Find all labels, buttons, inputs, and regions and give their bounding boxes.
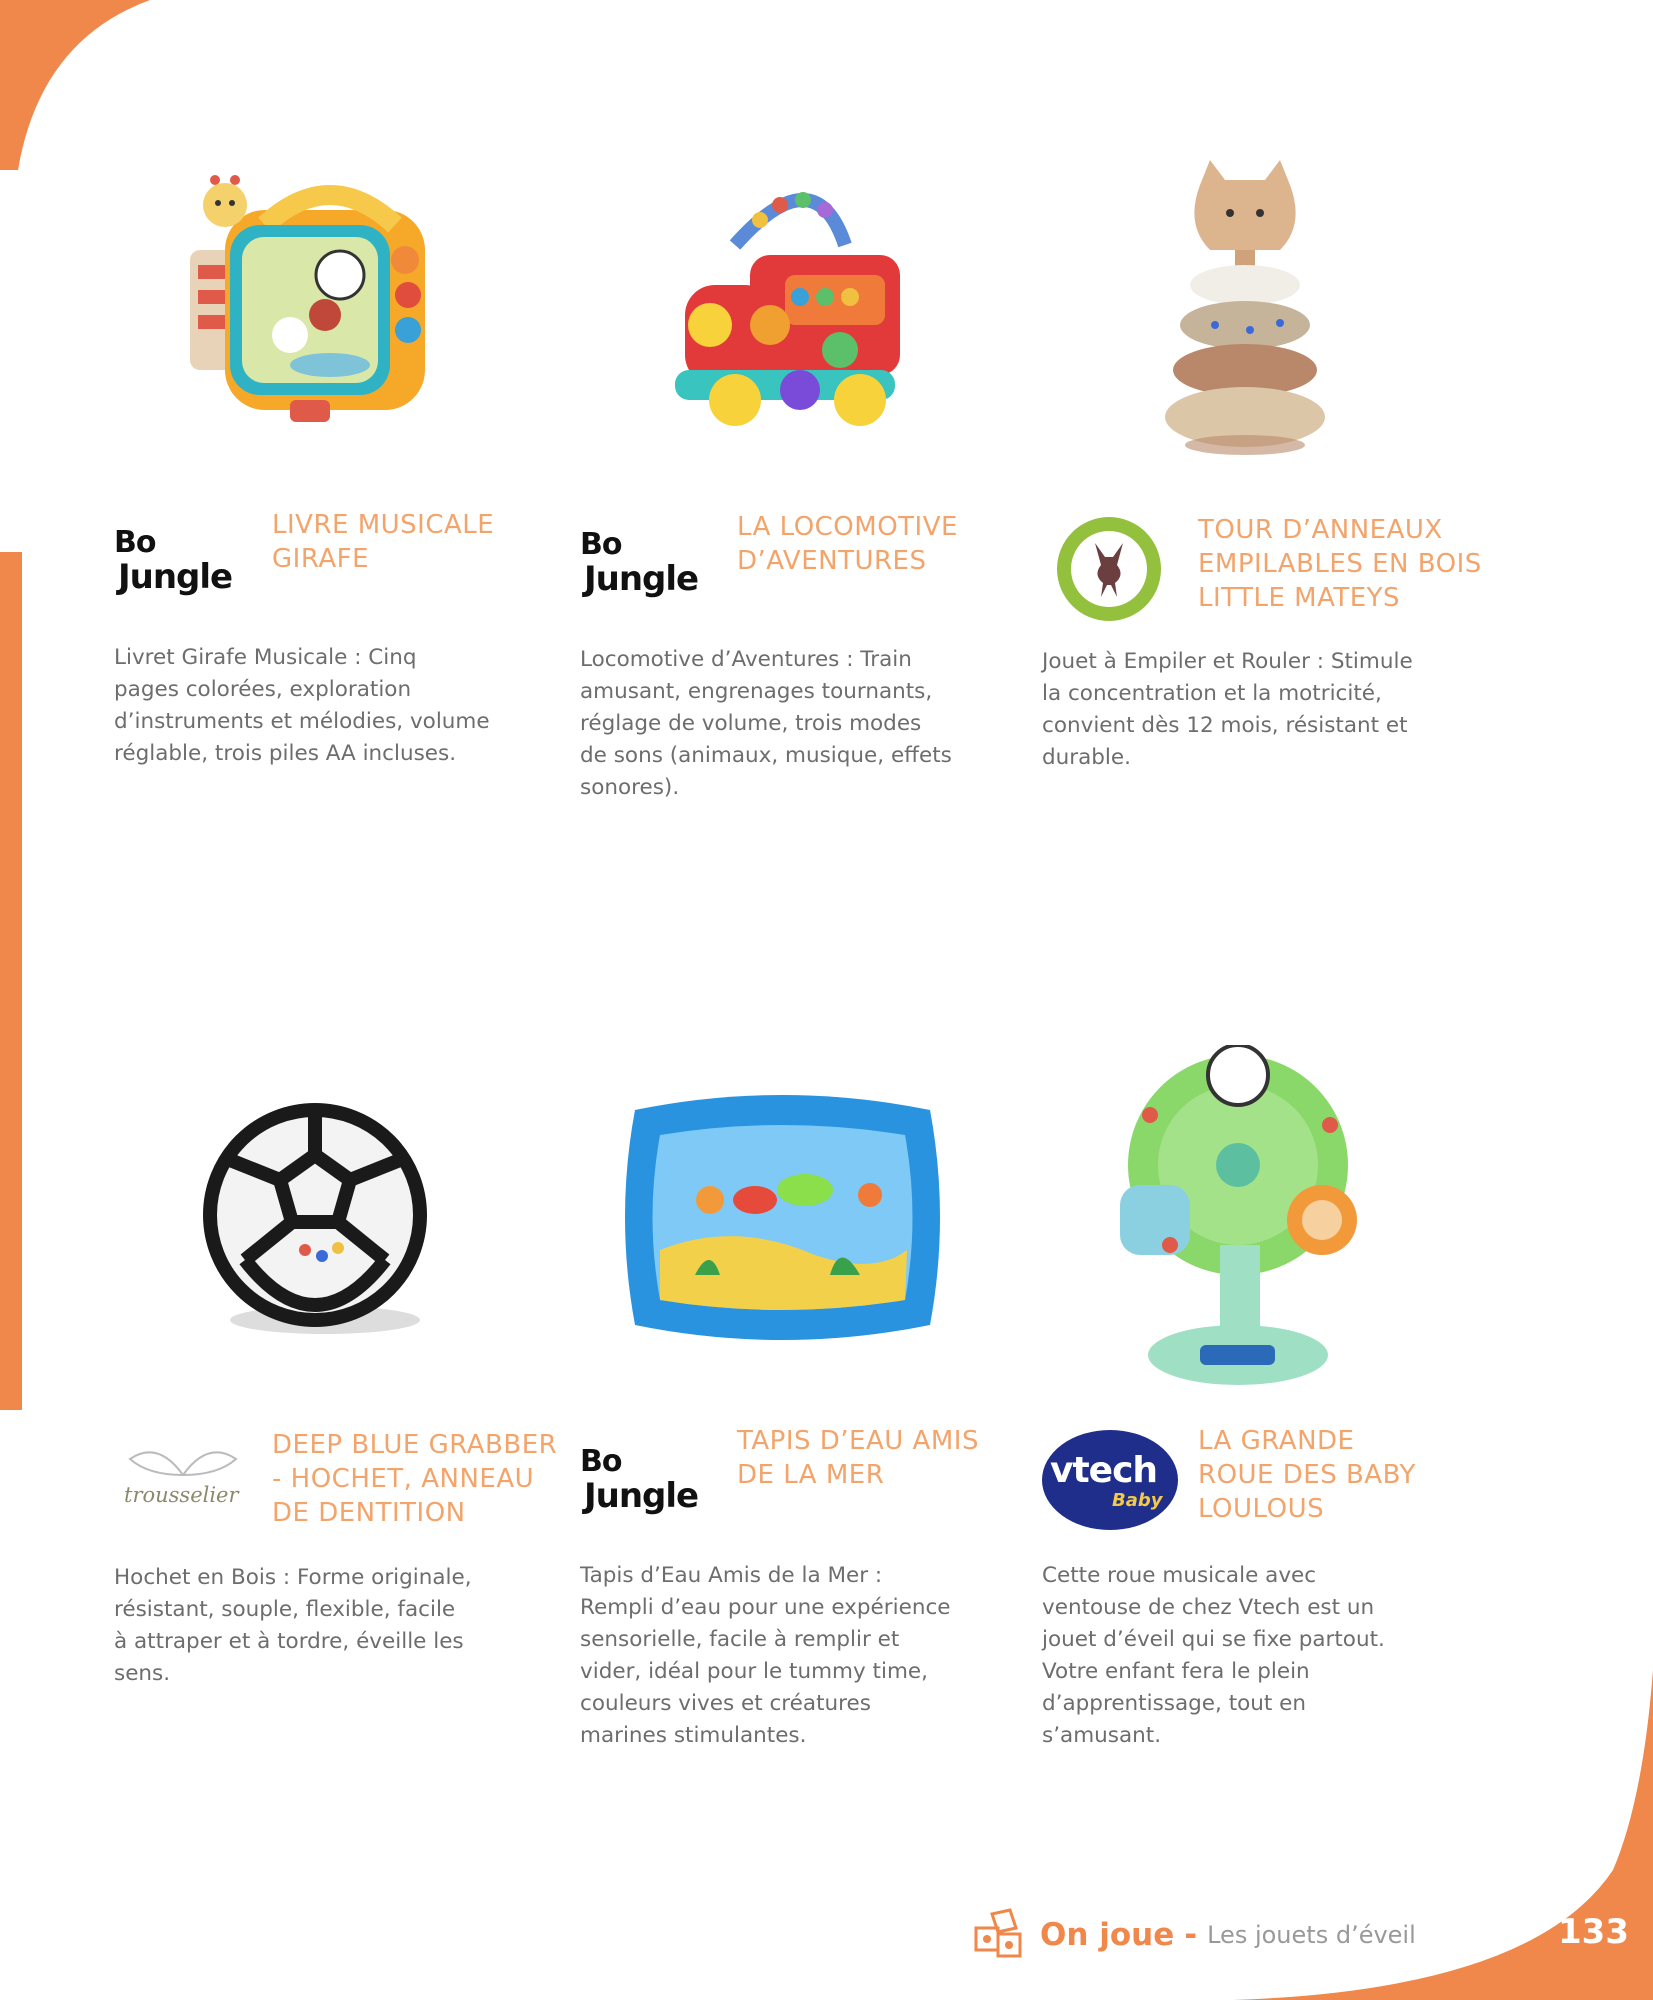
product-description: Livret Girafe Musicale : Cinq pages colorées, exploration d’instruments et mélodies, volume réglable, trois piles AA incluses. xyxy=(114,645,490,766)
product-image-locomotive xyxy=(675,175,905,435)
brand-logo-lassig xyxy=(1055,515,1163,623)
brand-logo-bojungle-top: Bo xyxy=(580,527,622,562)
product-title: DEEP BLUE GRABBER - HOCHET, ANNEAU DE DENTITION xyxy=(272,1430,558,1528)
product-title: LIVRE MUSICALE GIRAFE xyxy=(272,510,495,574)
footer-subsection: Les jouets d’éveil xyxy=(1207,1921,1416,1949)
product-description: Locomotive d’Aventures : Train amusant, engrenages tournants, réglage de volume, trois modes de sons (animaux, musique, effets sonores). xyxy=(580,647,952,800)
brand-logo-trousselier-text: trousselier xyxy=(124,1483,239,1507)
brand-logo-bojungle xyxy=(580,527,730,607)
brand-logo-bojungle-bottom: Jungle xyxy=(584,1476,699,1516)
product-title: TOUR D’ANNEAUX EMPILABLES EN BOIS LITTLE MATEYS xyxy=(1198,515,1482,613)
footer-separator: - xyxy=(1184,1917,1198,1953)
corner-decoration-top-left xyxy=(0,0,160,170)
product-description: Tapis d’Eau Amis de la Mer : Rempli d’eau pour une expérience sensorielle, facile à remplir et vider, idéal pour le tummy time, couleurs vives et créatures marines stimulantes. xyxy=(580,1563,951,1748)
footer-section: On joue xyxy=(1040,1917,1175,1953)
product-image-stacking-rings xyxy=(1155,155,1335,455)
product-image-water-mat xyxy=(615,1090,950,1345)
product-image-musical-book xyxy=(180,165,440,430)
footer-section-label xyxy=(972,1910,1416,1960)
product-title: TAPIS D’EAU AMIS DE LA MER xyxy=(737,1426,979,1490)
product-description: Jouet à Empiler et Rouler : Stimule la concentration et la motricité, convient dès 12 mois, résistant et durable. xyxy=(1042,649,1413,770)
product-image-ferris-wheel xyxy=(1110,1045,1365,1390)
brand-logo-bojungle-bottom: Jungle xyxy=(584,559,699,599)
product-title: LA GRANDE ROUE DES BABY LOULOUS xyxy=(1198,1426,1416,1524)
brand-logo-vtech-baby: Baby xyxy=(1112,1490,1163,1511)
side-accent-bar xyxy=(0,552,22,1410)
brand-logo-bojungle xyxy=(580,1444,730,1524)
brand-logo-bojungle-top: Bo xyxy=(114,525,156,560)
brand-logo-bojungle xyxy=(114,525,264,605)
page-number: 133 xyxy=(1558,1912,1629,1952)
wings-icon xyxy=(118,1445,248,1481)
product-description: Hochet en Bois : Forme originale, résistant, souple, flexible, facile à attraper et à tordre, éveille les sens. xyxy=(114,1565,472,1686)
brand-logo-bojungle-top: Bo xyxy=(580,1444,622,1479)
brand-logo-bojungle-bottom: Jungle xyxy=(118,557,233,597)
product-description: Cette roue musicale avec ventouse de chez Vtech est un jouet d’éveil qui se fixe partout. Votre enfant fera le plein d’apprentissage, tout en s’amusant. xyxy=(1042,1563,1385,1748)
product-title: LA LOCOMOTIVE D’AVENTURES xyxy=(737,512,958,576)
brand-logo-trousselier xyxy=(118,1445,248,1515)
toy-blocks-icon xyxy=(972,1908,1028,1962)
brand-logo-vtech xyxy=(1040,1428,1180,1532)
brand-logo-vtech-text: vtech xyxy=(1050,1450,1158,1491)
product-image-grabber-ball xyxy=(200,1100,440,1340)
